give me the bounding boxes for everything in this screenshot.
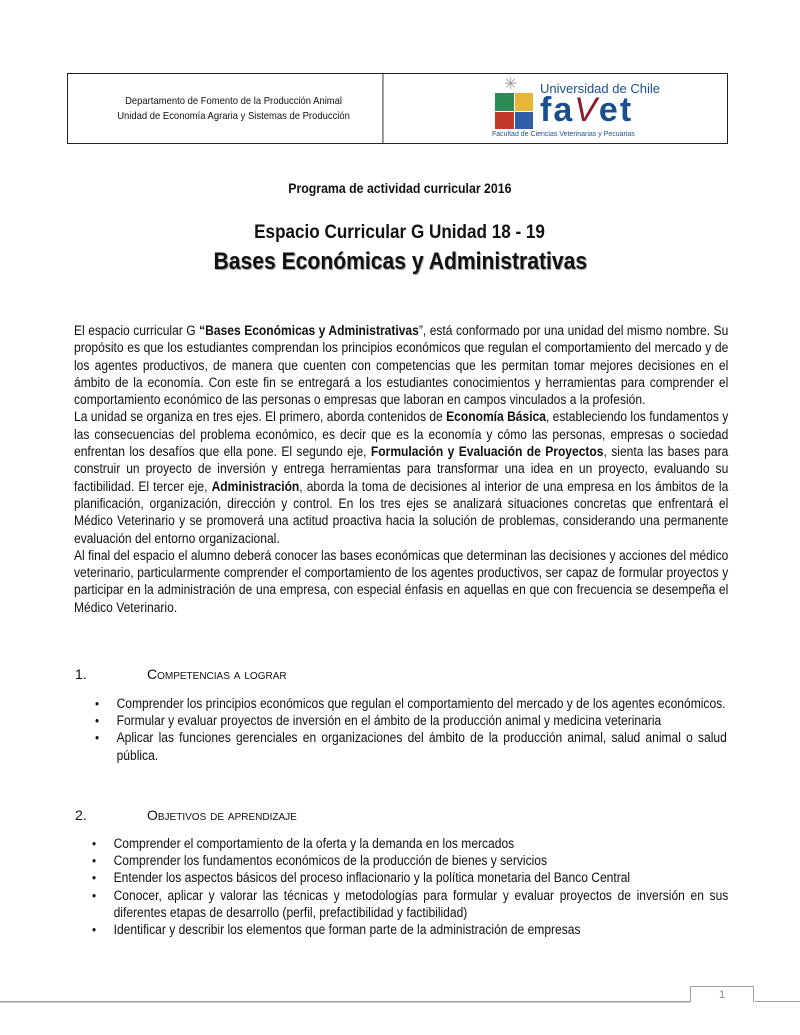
course-title-text: Bases Económicas y Administrativas [213,248,587,275]
bold-axis-3: Administración [211,478,300,494]
program-title [0,180,800,196]
curricular-space-title [0,222,800,244]
intro-paragraph-3: Al final del espacio el alumno deberá conocer las bases económicas que determinan las decisiones y acciones del médico veterinario, particularmente comprender el comportamiento de los agentes productivos, ser capaz de formular proyectos y participar en la administración de una empresa, con especial énfasis en aquellas en que con frecuencia se desempeña el Médico Veterinario. [74,547,729,615]
text-run: ”, está conformado por una unidad del mismo nombre. Su propósito es que los estudiantes comprendan los principios económicos que regulan el comportamiento del mercado y de los agentes productivos, de manera que cuenten con competencias que les permitan tomar mejores decisiones en el ámbito de la economía. Con este fin se entregará a los estudiantes conocimientos y herramientas para comprender el comportamiento económico de las personas o empresas que laboran en campos vinculados a la profesión. [74,323,729,408]
text-run: , aborda la toma de decisiones al interior de una empresa en los ámbitos de la planificación, organización, dirección y control. En los tres ejes se analizará situaciones concretas que enfrentará el Médico Veterinario y se promoverá una actitud proactiva hacia la solución de problemas, considerando una permanente evaluación del entorno organizacional. [74,478,729,546]
section-title: Objetivos de aprendizaje [147,807,297,823]
bold-axis-2: Formulación y Evaluación de Proyectos [370,444,604,460]
objectives-list [92,835,728,938]
list-item: • Comprender los principios económicos que regulan el comportamiento del mercado y de los agentes económicos. [95,695,727,712]
wordmark-v: V [574,91,599,129]
section-heading-2 [75,807,297,823]
bold-axis-1: Economía Básica [446,409,546,425]
section-title: Competencias a lograr [147,666,287,682]
favet-logo [490,76,660,141]
section-number: 2. [75,807,87,823]
list-item: • Conocer, aplicar y valorar las técnicas y metodologías para formular y evaluar proyectos de inversión en sus diferentes etapas de desarrollo (perfil, prefactibilidad y factibilidad) [92,887,728,921]
department-name: Departamento de Fomento de la Producción Animal [125,94,343,107]
text-run: , estableciendo los fundamentos y las consecuencias del problema económico, es decir que es la economía y cómo las personas, empresas o sociedad enfrentan los desafíos que ella pone. El segundo eje, [74,409,729,460]
bold-course-name: “Bases Económicas y Administrativas [199,323,419,338]
footer-rule-right [755,1001,800,1002]
wordmark-suffix: et [598,91,634,129]
list-item: • Entender los aspectos básicos del proceso inflacionario y la política monetaria del Banco Central [92,869,728,886]
university-shield-icon [495,93,533,129]
program-title-text: Programa de actividad curricular 2016 [288,180,512,196]
intro-text [74,322,728,616]
section-number: 1. [75,666,87,682]
text-run: El espacio curricular G [74,323,200,338]
list-item: • Comprender los fundamentos económicos de la producción de bienes y servicios [92,852,728,869]
section-heading-1 [75,666,287,682]
course-title [0,248,800,276]
department-cell [85,74,384,143]
logo-cell [400,74,727,143]
list-item: • Formular y evaluar proyectos de inversión en el ámbito de la producción animal y medicina veterinaria [95,712,727,729]
unit-name: Unidad de Economía Agraria y Sistemas de Producción [117,109,350,122]
university-name: Universidad de Chile [540,81,660,96]
faculty-name: Facultad de Ciencias Veterinarias y Pecuarias [492,131,635,138]
wordmark-prefix: fa [540,91,575,129]
intro-paragraph-1 [74,322,728,408]
favet-wordmark [540,91,633,130]
competencies-list [95,695,727,764]
list-item: • Identificar y describir los elementos que forman parte de la administración de empresas [92,921,728,938]
curricular-space-text: Espacio Curricular G Unidad 18 - 19 [254,222,546,243]
star-emblem-icon: ✳ [504,76,518,93]
footer-rule [0,1001,690,1003]
intro-paragraph-2 [74,408,728,546]
page-number: 1 [690,986,754,1002]
list-item: • Aplicar las funciones gerenciales en organizaciones del ámbito de la producción animal, salud animal o salud pública. [95,729,727,763]
header-table [67,73,728,144]
text-run: , sienta las bases para construir un proyecto de inversión y entrega herramientas para transformar una idea en un proyecto, evaluando su factibilidad. El tercer eje, [74,444,729,494]
text-run: La unidad se organiza en tres ejes. El primero, aborda contenidos de [74,409,447,425]
list-item: • Comprender el comportamiento de la oferta y la demanda en los mercados [92,835,728,852]
